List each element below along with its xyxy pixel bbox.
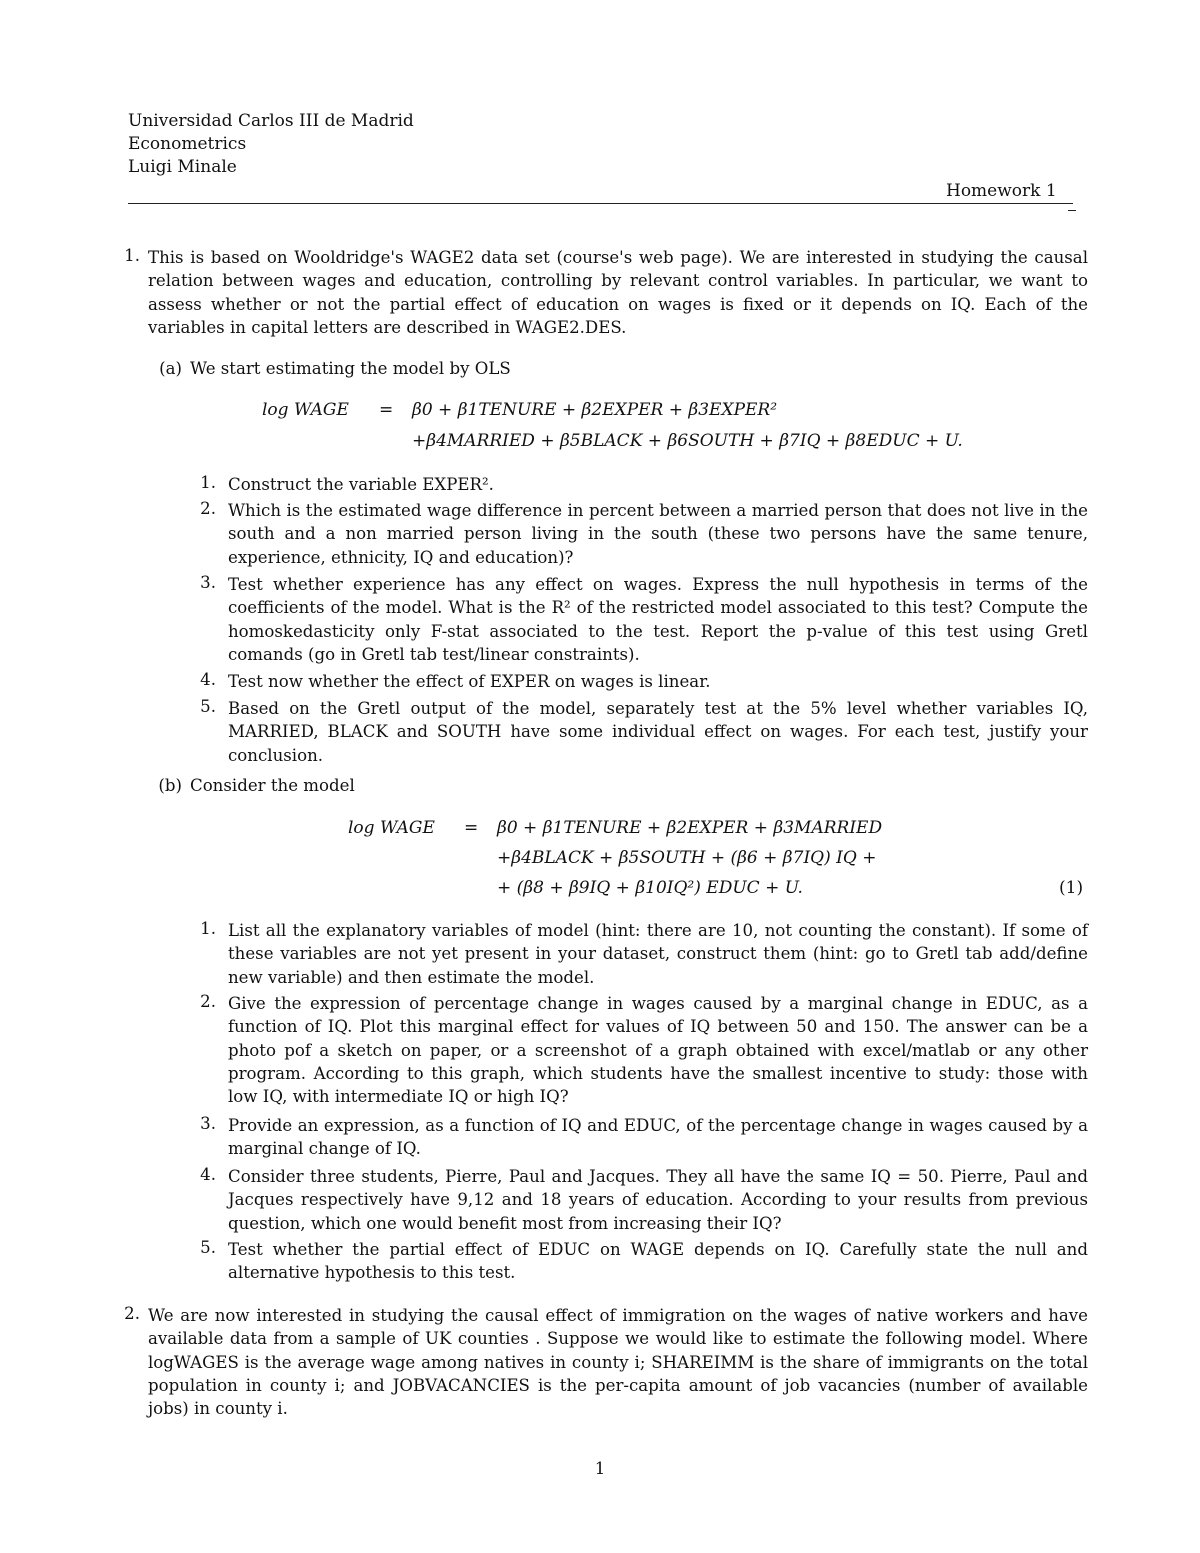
equation-a-line-1: β0 + β1TENURE + β2EXPER + β3EXPER² (412, 400, 778, 420)
question-2-text: We are now interested in studying the causal effect of immigration on the wages of native workers and have available data from a sample of UK counties . Suppose we would like to estimate the following model. Where logWAGES is the average wage among natives in county i; SHAREIMM is the share of immigrants on the total population in county i; and JOBVACANCIES is the per-capita amount of job vacancies (number of available jobs) in county i. (148, 1306, 1088, 1419)
b-item-3-number: 3. (200, 1114, 216, 1133)
b-item-2-text: Give the expression of percentage change in wages caused by a marginal change in EDUC, as a function of IQ. Plot this marginal effect for values of IQ between 50 and 150. The answer can be a photo pof a sketch on paper, or a screenshot of a graph obtained with excel/matlab or any other program. According to this graph, which students have the smallest incentive to study: those with low IQ, with intermediate IQ or high IQ? (228, 994, 1088, 1107)
a-item-4-number: 4. (200, 670, 216, 689)
part-a-intro: We start estimating the model by OLS (190, 359, 511, 378)
b-item-4-text: Consider three students, Pierre, Paul and Jacques. They all have the same IQ = 50. Pierre, Paul and Jacques respectively have 9,12 and 18 years of education. According to your results from previous question, which one would benefit most from increasing their IQ? (228, 1167, 1088, 1233)
b-item-4-number: 4. (200, 1165, 216, 1184)
equation-a-equals: = (379, 400, 394, 420)
course-name: Econometrics (128, 134, 247, 154)
equation-b-lhs: log WAGE (348, 818, 435, 838)
a-item-2-number: 2. (200, 499, 216, 518)
header-rule-end (1068, 210, 1076, 212)
equation-b-equals: = (464, 818, 479, 838)
b-item-3-text: Provide an expression, as a function of IQ and EDUC, of the percentage change in wages caused by a marginal change of IQ. (228, 1116, 1088, 1159)
part-a-label: (a) (159, 359, 182, 378)
page-number: 1 (594, 1459, 606, 1478)
a-item-3-text: Test whether experience has any effect on wages. Express the null hypothesis in terms of the coefficients of the model. What is the R² of the restricted model associated to this test? Compute the homoskedasticity only F-stat associated to the test. Report the p-value of this test using Gretl comands (go in Gretl tab test/linear constraints). (228, 575, 1088, 664)
part-b-intro: Consider the model (190, 776, 355, 795)
question-2-number: 2. (124, 1304, 140, 1323)
a-item-2-text: Which is the estimated wage difference in percent between a married person that does not live in the south and a non married person living in the south (these two persons have the same tenure, experience, ethnicity, IQ and education)? (228, 501, 1088, 567)
a-item-1-number: 1. (200, 473, 216, 492)
equation-b-line-3: + (β8 + β9IQ + β10IQ²) EDUC + U. (497, 878, 803, 898)
b-item-1-number: 1. (200, 919, 216, 938)
equation-number: (1) (1059, 878, 1084, 898)
a-item-1-text: Construct the variable EXPER². (228, 475, 494, 494)
a-item-3-number: 3. (200, 573, 216, 592)
equation-b-line-1: β0 + β1TENURE + β2EXPER + β3MARRIED (497, 818, 883, 838)
b-item-1-text: List all the explanatory variables of model (hint: there are 10, not counting the constant). If some of these variables are not yet present in your dataset, construct them (hint: go to Gretl tab add/define new variable) and then estimate the model. (228, 921, 1088, 987)
equation-a-lhs: log WAGE (262, 400, 349, 420)
a-item-5-number: 5. (200, 697, 216, 716)
equation-a-line-2: +β4MARRIED + β5BLACK + β6SOUTH + β7IQ + β8EDUC + U. (412, 431, 963, 451)
b-item-5-text: Test whether the partial effect of EDUC on WAGE depends on IQ. Carefully state the null and alternative hypothesis to this test. (228, 1240, 1088, 1283)
header-rule (128, 203, 1073, 205)
question-1-text: This is based on Wooldridge's WAGE2 data set (course's web page). We are interested in studying the causal relation between wages and education, controlling by relevant control variables. In particular, we want to assess whether or not the partial effect of education on wages is fixed or it depends on IQ. Each of the variables in capital letters are described in WAGE2.DES. (148, 248, 1088, 337)
a-item-4-text: Test now whether the effect of EXPER on wages is linear. (228, 672, 711, 691)
b-item-5-number: 5. (200, 1238, 216, 1257)
b-item-2-number: 2. (200, 992, 216, 1011)
university-name: Universidad Carlos III de Madrid (128, 111, 414, 131)
equation-b-line-2: +β4BLACK + β5SOUTH + (β6 + β7IQ) IQ + (497, 848, 877, 868)
part-b-label: (b) (158, 776, 182, 795)
homework-title: Homework 1 (946, 181, 1057, 201)
a-item-5-text: Based on the Gretl output of the model, separately test at the 5% level whether variables IQ, MARRIED, BLACK and SOUTH have some individual effect on wages. For each test, justify your conclusion. (228, 699, 1088, 765)
author-name: Luigi Minale (128, 157, 237, 177)
question-1-number: 1. (124, 246, 140, 265)
